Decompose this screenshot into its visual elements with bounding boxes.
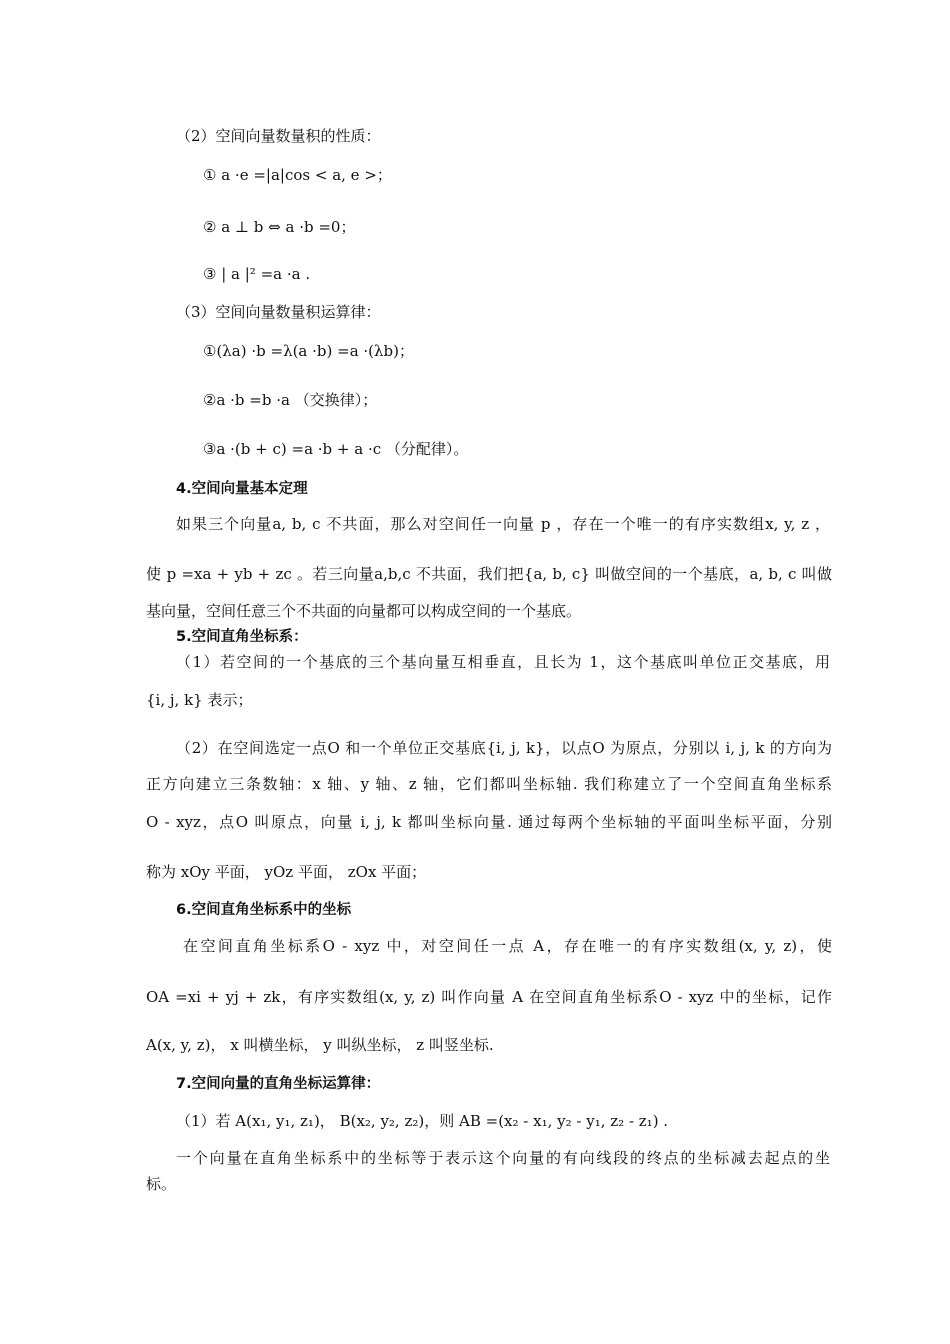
section-heading: 5.空间直角坐标系： xyxy=(176,629,308,645)
paragraph-line: 使 p =xa + yb + zc 。若三向量a,b,c 不共面，我们把{a, b, c} 叫做空间的一个基底，a, b, c 叫做 xyxy=(146,565,832,583)
paragraph-line: （1）若空间的一个基底的三个基向量互相垂直，且长为 1，这个基底叫单位正交基底，用 xyxy=(176,653,830,671)
section-heading: 7.空间向量的直角坐标运算律： xyxy=(176,1076,381,1092)
formula-line: ③ | a |² =a ·a . xyxy=(203,265,311,283)
formula-line: （1）若 A(x₁, y₁, z₁)， B(x₂, y₂, z₂)，则 AB =(x₂ - x₁, y₂ - y₁, z₂ - z₁) . xyxy=(176,1112,669,1130)
paragraph-line: 在空间直角坐标系O - xyz 中，对空间任一点 A，存在唯一的有序实数组(x, y, z)，使 xyxy=(183,937,832,955)
formula-line: ②a ·b =b ·a （交换律）； xyxy=(203,391,378,409)
paragraph-line: 基向量，空间任意三个不共面的向量都可以构成空间的一个基底。 xyxy=(146,602,582,620)
section-heading: 6.空间直角坐标系中的坐标 xyxy=(176,902,352,918)
formula-line: ①(λa) ·b =λ(a ·b) =a ·(λb)； xyxy=(203,342,414,360)
paragraph-line: 正方向建立三条数轴：x 轴、y 轴、z 轴，它们都叫坐标轴. 我们称建立了一个空间直角坐标系 xyxy=(146,775,832,793)
paragraph-line: 如果三个向量a, b, c 不共面，那么对空间任一向量 p ，存在一个唯一的有序实数组x, y, z ， xyxy=(176,515,830,533)
paragraph-line: 称为 xOy 平面， yOz 平面， zOx 平面； xyxy=(146,863,427,881)
paragraph-line: 标。 xyxy=(146,1175,177,1193)
paragraph-line: OA =xi + yj + zk，有序实数组(x, y, z) 叫作向量 A 在空间直角坐标系O - xyz 中的坐标，记作 xyxy=(146,988,832,1006)
formula-line: ② a ⊥ b ⇔ a ·b =0； xyxy=(203,218,356,236)
formula-line: ① a ·e =|a|cos < a, e >； xyxy=(203,166,392,184)
paragraph-line: A(x, y, z)， x 叫横坐标， y 叫纵坐标， z 叫竖坐标. xyxy=(146,1036,494,1054)
sub-heading-properties: （2）空间向量数量积的性质： xyxy=(176,127,381,145)
paragraph-line: O - xyz，点O 叫原点，向量 i, j, k 都叫坐标向量. 通过每两个坐标轴的平面叫坐标平面，分别 xyxy=(146,813,832,831)
paragraph-line: {i, j, k} 表示； xyxy=(146,691,253,709)
paragraph-line: 一个向量在直角坐标系中的坐标等于表示这个向量的有向线段的终点的坐标减去起点的坐 xyxy=(176,1149,830,1167)
sub-heading-laws: （3）空间向量数量积运算律： xyxy=(176,303,381,321)
formula-line: ③a ·(b + c) =a ·b + a ·c （分配律）。 xyxy=(203,440,469,458)
section-heading: 4.空间向量基本定理 xyxy=(176,481,308,497)
paragraph-line: （2）在空间选定一点O 和一个单位正交基底{i, j, k}，以点O 为原点，分别以 i, j, k 的方向为 xyxy=(176,739,832,757)
